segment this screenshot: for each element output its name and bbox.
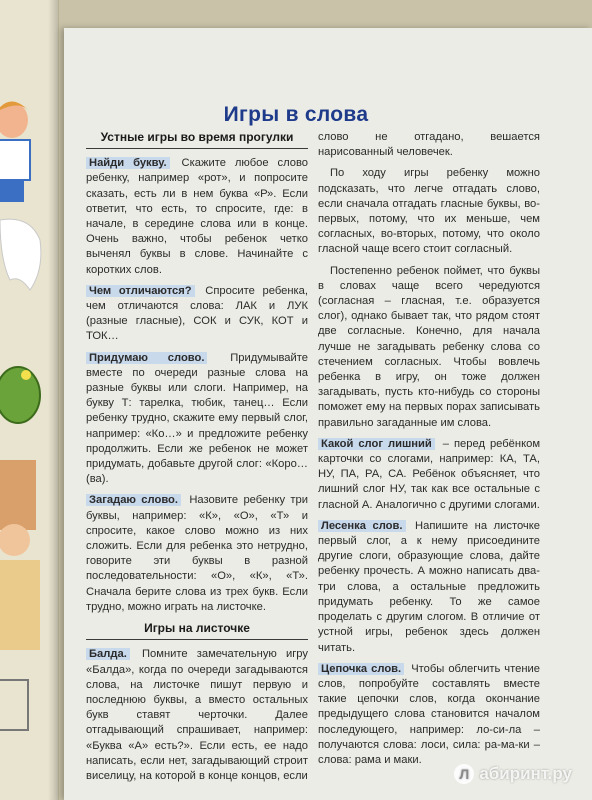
text-hint: По ходу игры ребенку можно подсказать, что легче отгадать слово, если сначала отгадать гласные буквы, во-первых, потому, что их меньше, чем согласных, во-вторых, потому, что около гласной чаще всего стоит согласный. bbox=[318, 167, 540, 256]
boy-shirt-illustration bbox=[0, 140, 30, 180]
lead-guess-word: Загадаю слово. bbox=[86, 494, 181, 506]
lead-extra-syllable: Какой слог лишний bbox=[318, 438, 435, 450]
lead-balda: Балда. bbox=[86, 648, 130, 660]
watermark-text: абиринт.ру bbox=[479, 764, 572, 783]
frog-eye-illustration bbox=[21, 370, 31, 380]
paragraph-hint bbox=[318, 166, 540, 257]
text-extra-syllable: – перед ребёнком карточки со слогами, например: КА, ТА, НУ, ПА, РА, СА. Ребёнок объясняет, что лишний слог НУ, так как все остальные с гласной А. Аналогично с другими слогами. bbox=[318, 437, 541, 511]
paragraph-continued bbox=[318, 130, 540, 160]
section-heading-paper-games: Игры на листочке bbox=[86, 621, 308, 640]
lead-what-differs: Чем отличаются? bbox=[86, 285, 195, 297]
paragraph-what-differs bbox=[86, 284, 308, 345]
text-continued: слово не отгадано, вешается нарисованный человечек. bbox=[318, 131, 540, 159]
paragraph-word-chain bbox=[318, 662, 540, 768]
text-word-chain: Чтобы облегчить чтение слов, попробуйте составлять вместе такие цепочки слов, когда окончание предыдущего слова становится началом последующего, например: ло-си-ла – получаются слова: лоси, сила: ра-ма-ки – слова: рама и маки. bbox=[318, 662, 541, 766]
text-invent-word: Придумывайте вместе по очереди разные слова на разные буквы или слоги. Например, на букву Т: тарелка, тюбик, танец… Если ребенку трудно, скажите ему первый слог, например: «Ко…» и предложите ребенку продолжить. Если же ребенок не может придумать, добавьте другой слог: «Коро…(ва). bbox=[86, 351, 308, 486]
lead-word-chain: Цепочка слов. bbox=[318, 663, 404, 675]
frog-body-illustration bbox=[0, 367, 40, 423]
boy-pants-illustration bbox=[0, 180, 24, 202]
clown-body-illustration bbox=[0, 560, 40, 650]
lead-invent-word: Придумаю слово. bbox=[86, 352, 207, 364]
text-guess-word: Назовите ребенку три буквы, например: «К», «О», «Т» и спросите, какое слово можно из них сложить. Если для ребенка это нетрудно, говорите эти буквы в разной последовательности: «О», «К», «Т». Сначала берите слова из трех букв. Если трудно, можно играть на листочке. bbox=[86, 494, 308, 613]
paragraph-invent-word bbox=[86, 351, 308, 488]
text-word-ladder: Напишите на листочке первый слог, а к нему присоедините другие слоги, образующие слова, дайте ребенку прочесть. А можно написать два-три слова, а остальные предложить придумать ребенку. То же самое проделать с другим слогом. В отличие от устной игры, ребенок здесь должен читать. bbox=[318, 519, 540, 654]
text-find-letter: Скажите любое слово ребенку, например «рот», и попросите сказать, есть ли в нем буква «Р». Если ответит, что есть, то спросите, где: в начале, в середине слова или в конце. Очень важно, чтобы ребенок четко выченял буквы в слове. Начинайте с коротких слов. bbox=[86, 157, 309, 276]
paragraph-word-ladder bbox=[318, 519, 540, 656]
page-title: Игры в слова bbox=[223, 103, 369, 126]
goal-net-illustration bbox=[0, 680, 28, 730]
lead-word-ladder: Лесенка слов. bbox=[318, 520, 406, 532]
paragraph-find-letter bbox=[86, 156, 308, 278]
text-what-differs: Спросите ребенка, чем отличаются слова: ЛАК и ЛУК (разные гласные), СОК и СУК, КОТ и ТОК… bbox=[86, 284, 308, 343]
section-heading-oral-games: Устные игры во время прогулки bbox=[86, 130, 308, 149]
labirint-logo-icon: Л bbox=[454, 764, 474, 784]
right-column bbox=[318, 130, 540, 774]
paragraph-guess-word bbox=[86, 493, 308, 615]
watermark bbox=[454, 764, 572, 784]
left-column bbox=[86, 130, 308, 790]
text-gradually: Постепенно ребенок поймет, что буквы в словах чаще всего чередуются (согласная – гласная, т.е. образуется слог), однако бывает так, что рядом стоят две согласные. Конечно, для начала лучше не загадывать ребенку слова со стечением согласных. Чтобы вовлечь ребенка в игру, он тоже должен загадывать, пусть кто-нибудь со стороны поможет ему на первых порах записывать правильно загаданные им слова. bbox=[318, 264, 540, 429]
tooth-illustration bbox=[0, 219, 41, 290]
paragraph-gradually bbox=[318, 264, 540, 431]
paragraph-extra-syllable bbox=[318, 437, 540, 513]
text-balda: Помните замечательную игру «Балда», когда по очереди загадываются слова, на листочке пишут первую и последнюю буквы, а вместо остальных букв ставят черточки. Далее отгадывающий спрашивает, например: «Буква «А» есть?». Если есть, ее надо написать, если нет, загадывающий строит виселицу, на которой в конце концов, если bbox=[86, 648, 309, 782]
paragraph-balda bbox=[86, 647, 308, 784]
clown-illustration bbox=[0, 460, 36, 530]
lead-find-letter: Найди букву. bbox=[86, 157, 170, 169]
